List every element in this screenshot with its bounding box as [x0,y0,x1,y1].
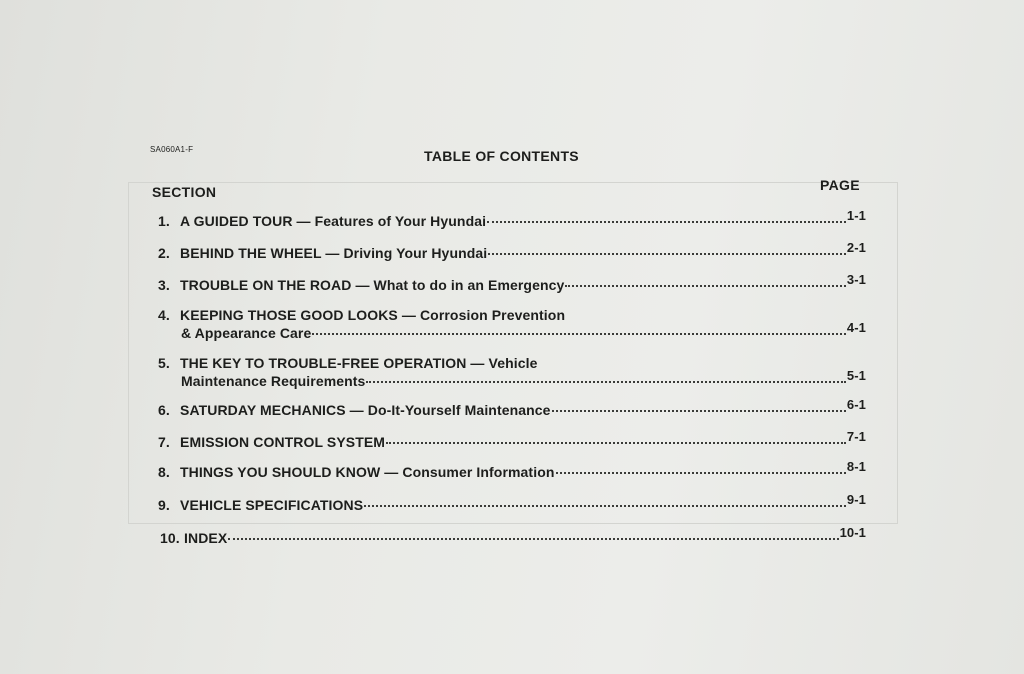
dot-leader [556,471,846,474]
entry-subtitle: Vehicle [488,355,538,371]
entry-number: 10. [160,530,180,546]
entry-title: A GUIDED TOUR — [180,213,311,229]
document-id: SA060A1-F [150,145,194,154]
entry-page: 4-1 [846,320,866,335]
entry-page: 10-1 [839,525,866,540]
entry-title: VEHICLE SPECIFICATIONS [180,497,364,513]
page-column-header: PAGE [820,177,860,193]
dot-leader [366,380,845,383]
toc-entry-7[interactable] [158,429,866,451]
entry-title: TROUBLE ON THE ROAD — [180,277,370,293]
dot-leader [228,537,838,540]
entry-page: 9-1 [846,492,866,507]
entry-page: 6-1 [846,397,866,412]
toc-entry-9[interactable] [158,492,866,514]
toc-entry-3[interactable] [158,272,866,294]
entry-title: KEEPING THOSE GOOD LOOKS — [180,307,416,323]
entry-page: 8-1 [846,459,866,474]
dot-leader [552,409,846,412]
entry-continuation: Maintenance Requirements [181,373,366,389]
entry-title: THE KEY TO TROUBLE-FREE OPERATION — [180,355,485,371]
toc-entry-4[interactable] [158,307,866,342]
entry-page: 2-1 [846,240,866,255]
entry-title: INDEX [184,530,228,546]
entry-subtitle: What to do in an Emergency [373,277,565,293]
dot-leader [488,252,846,255]
entry-number: 9. [158,497,170,513]
dot-leader [312,332,846,335]
entry-number: 8. [158,464,170,480]
toc-entry-2[interactable] [158,240,866,262]
entry-page: 1-1 [846,208,866,223]
entry-title: EMISSION CONTROL SYSTEM [180,434,386,450]
entry-title: SATURDAY MECHANICS — [180,402,364,418]
entry-number: 3. [158,277,170,293]
toc-entry-1[interactable] [158,208,866,230]
section-column-header: SECTION [152,184,217,200]
entry-subtitle: Consumer Information [402,464,555,480]
entry-subtitle: Features of Your Hyundai [314,213,487,229]
entry-page: 7-1 [846,429,866,444]
entry-number: 4. [158,307,170,323]
toc-entry-10[interactable] [160,525,866,547]
entry-subtitle: Driving Your Hyundai [343,245,488,261]
toc-entry-8[interactable] [158,459,866,481]
dot-leader [565,284,846,287]
entry-number: 1. [158,213,170,229]
entry-page: 3-1 [846,272,866,287]
page-title: TABLE OF CONTENTS [424,148,579,164]
entry-number: 7. [158,434,170,450]
entry-title: THINGS YOU SHOULD KNOW — [180,464,399,480]
entry-subtitle: Corrosion Prevention [419,307,566,323]
entry-number: 6. [158,402,170,418]
dot-leader [487,220,846,223]
toc-entry-5[interactable] [158,355,866,390]
dot-leader [364,504,846,507]
toc-entry-6[interactable] [158,397,866,419]
entry-page: 5-1 [846,368,866,383]
entry-number: 2. [158,245,170,261]
dot-leader [386,441,846,444]
entry-subtitle: Do-It-Yourself Maintenance [367,402,551,418]
entry-title: BEHIND THE WHEEL — [180,245,340,261]
entry-number: 5. [158,355,170,371]
entry-continuation: & Appearance Care [181,325,312,341]
